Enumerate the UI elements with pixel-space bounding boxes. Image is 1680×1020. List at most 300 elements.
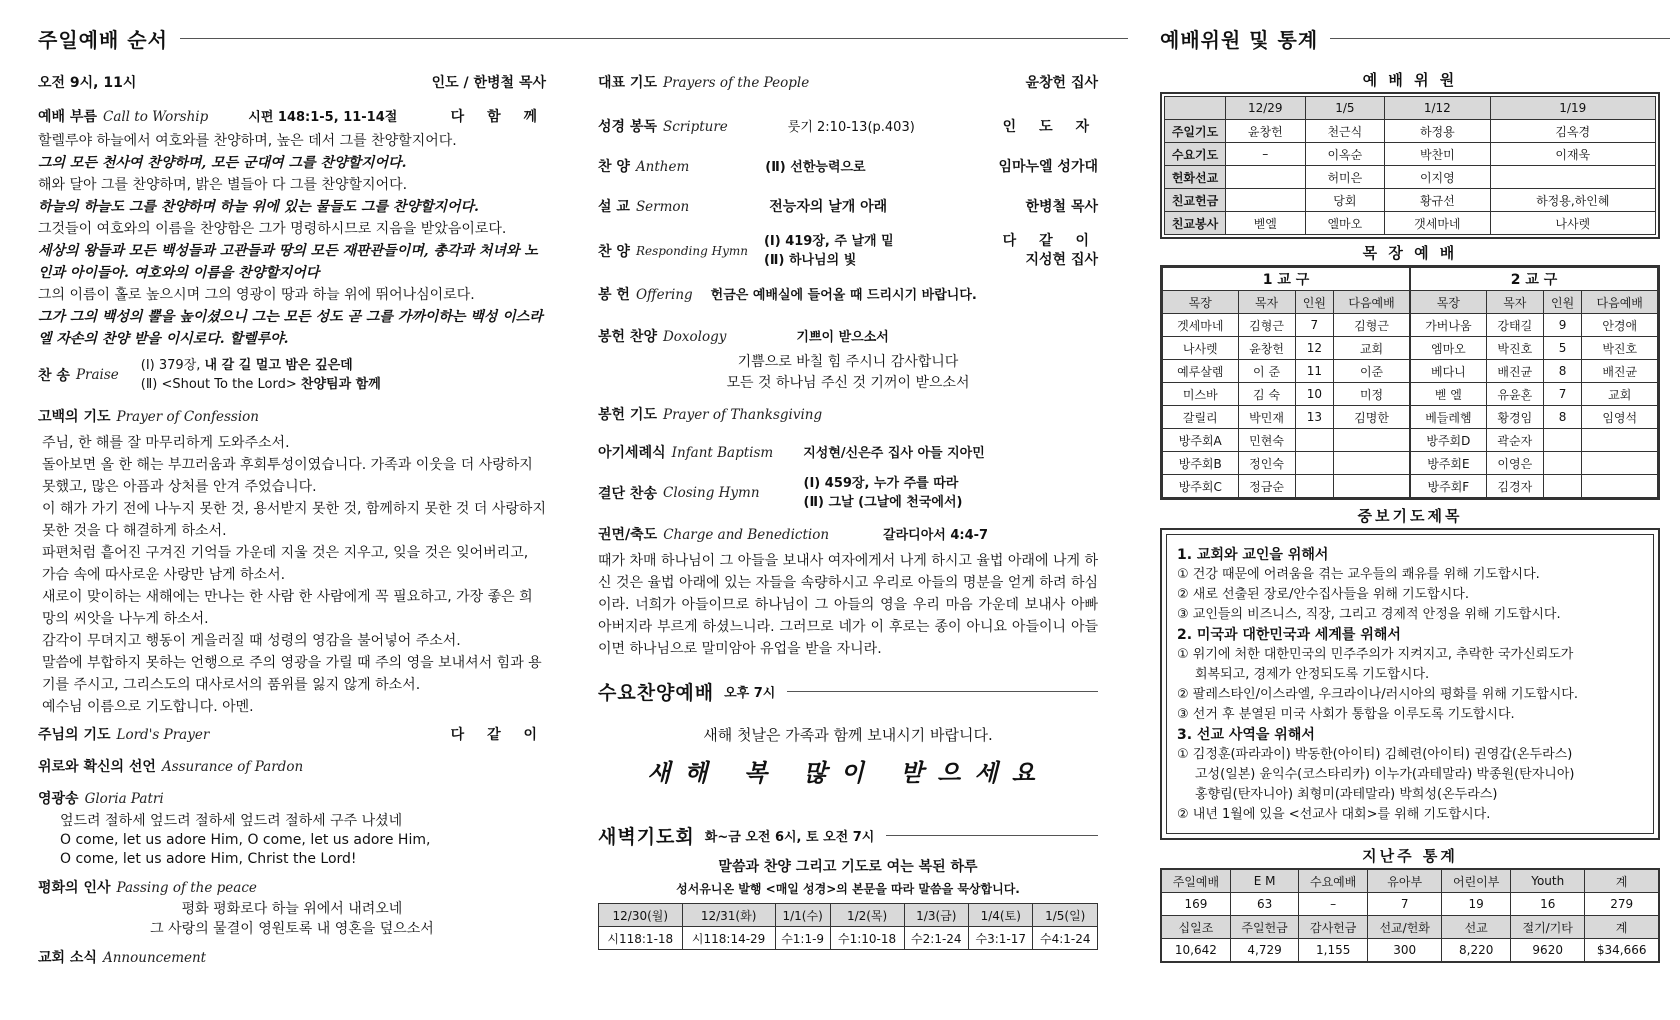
hymn-line: (Ⅰ) 459장, 누가 주를 따라 <box>803 476 959 491</box>
column-header: 인원 <box>1295 291 1334 314</box>
section-header-wednesday <box>598 674 1098 708</box>
committee-cell <box>1490 166 1655 189</box>
item-label: 아기세례식 <box>598 445 666 461</box>
sermon-row <box>598 196 1098 216</box>
pastor-cell: 김경자 <box>1486 475 1543 498</box>
stats-cell: 7 <box>1367 893 1441 916</box>
stats-cell: 4,729 <box>1230 939 1299 963</box>
column-header: 목자 <box>1486 291 1543 314</box>
column-header: 인원 <box>1543 291 1582 314</box>
closing-hymns <box>804 474 963 512</box>
stats-cell: 십일조 <box>1161 916 1230 939</box>
pastor-cell: 윤창헌 <box>1238 337 1295 360</box>
pastor-cell: 이준 <box>1334 360 1410 383</box>
stats-cell: 19 <box>1442 893 1511 916</box>
stats-cell: 16 <box>1510 893 1584 916</box>
stats-cell: $34,666 <box>1585 939 1659 963</box>
wednesday-title: 수요찬양예배 <box>598 681 715 704</box>
call-to-worship-row <box>38 106 546 126</box>
pastor-cell: 10 <box>1295 383 1334 406</box>
prayer-line: 2. 미국과 대한민국과 세계를 위해서 <box>1177 627 1401 643</box>
item-who: 인 도 자 <box>1002 119 1098 135</box>
pastor-cell: 유윤혼 <box>1486 383 1543 406</box>
pastor-cell: 7 <box>1295 314 1334 337</box>
prayer-paragraph: 감각이 무뎌지고 행동이 게을러질 때 성령의 영감을 불어넣어 주소서. <box>42 633 461 649</box>
pastor-cell: 13 <box>1295 406 1334 429</box>
pastor-cell: 갈릴리 <box>1163 406 1239 429</box>
pastor-cell <box>1295 429 1334 452</box>
date-cell: 1/3(금) <box>904 904 968 927</box>
item-english: Offering <box>635 287 693 303</box>
pastor-cell: 나사렛 <box>1163 337 1239 360</box>
doxology-lyrics <box>598 352 1098 394</box>
new-year-greeting: 새해 복 많이 받으세요 <box>647 758 1049 787</box>
prayer-paragraph: 돌아보면 올 한 해는 부끄러움과 후회투성이였습니다. 가족과 이웃을 더 사랑하지 못했고, 많은 아픔과 상처를 안겨 주었습니다. <box>42 457 533 495</box>
committee-cell: 허미은 <box>1305 166 1385 189</box>
pastor-cell: 미정 <box>1334 383 1410 406</box>
service-time: 오전 9시, 11시 <box>38 75 137 91</box>
reading-cell: 수1:10-18 <box>830 927 904 950</box>
gloria-lyrics <box>60 812 546 869</box>
item-label: 봉헌 기도 <box>598 407 657 423</box>
pastor-cell: 겟세마네 <box>1163 314 1239 337</box>
benediction-text: 때가 차매 하나님이 그 아들을 보내사 여자에게서 나게 하시고 율법 아래에 나게 하신 것은 율법 아래에 있는 자들을 속량하시고 우리로 아들의 명분을 얻게 하려 하심이라. 너희가 아들이므로 하나님이 그 아들의 영을 우리 마음 가운데 보내사 아빠 아버지라 부르게 하셨느니라. 그러므로 네가 이 후로는 종이 아니요 아들이니 아들이면 하나님으로 말미암아 유업을 받을 자니라. <box>598 553 1098 657</box>
committee-title: 예 배 위 원 <box>1362 71 1458 89</box>
stats-cell: Youth <box>1510 869 1584 893</box>
wednesday-note: 새해 첫날은 가족과 함께 보내시기 바랍니다. <box>703 726 993 744</box>
stats-cell: 9620 <box>1510 939 1584 963</box>
stats-title: 지난주 통계 <box>1362 847 1458 865</box>
prayer-line: ③ 선거 후 분열된 미국 사회가 통합을 이루도록 기도합시다. <box>1177 707 1515 722</box>
pastor-cell: 정인숙 <box>1238 452 1295 475</box>
pastor-cell: 가버나움 <box>1410 314 1486 337</box>
stats-table <box>1160 868 1660 963</box>
date-cell: 12/31(화) <box>682 904 775 927</box>
stats-cell: 279 <box>1585 893 1659 916</box>
item-label: 봉헌 찬양 <box>598 329 657 345</box>
table-row <box>1163 337 1658 360</box>
psalm-line: 그의 이름이 홀로 높으시며 그의 영광이 땅과 하늘 위에 뛰어나심이로다. <box>38 287 475 303</box>
pastor-cell: 12 <box>1295 337 1334 360</box>
pastor-cell <box>1582 429 1658 452</box>
pastor-cell: 벧 엘 <box>1410 383 1486 406</box>
lyric-line: O come, let us adore Him, Christ the Lord! <box>60 851 357 867</box>
committee-cell: 당회 <box>1305 189 1385 212</box>
date-cell: 1/5(일) <box>1033 904 1098 927</box>
doxology-title: 기쁘이 받으소서 <box>796 330 889 345</box>
committee-cell: 갯세마네 <box>1385 212 1490 235</box>
psalm-line: 해와 달아 그를 찬양하며, 밝은 별들아 다 그를 찬양할지어다. <box>38 177 408 193</box>
pastor-cell <box>1582 452 1658 475</box>
prayer-title: 중보기도제목 <box>1357 507 1463 525</box>
lyric-line: 엎드려 절하세 엎드려 절하세 엎드려 절하세 구주 나셨네 <box>60 813 403 829</box>
hymn-number: (Ⅱ) <Shout To the Lord> <box>140 377 297 392</box>
prayer-line: ② 팔레스타인/이스라엘, 우크라이나/러시아의 평화를 위해 기도합시다. <box>1177 687 1578 702</box>
lords-prayer-row <box>38 724 546 744</box>
date-cell: 12/30(월) <box>599 904 683 927</box>
wednesday-time: 오후 7시 <box>724 685 776 701</box>
stats-cell: 계 <box>1585 869 1659 893</box>
pastor-cell: 8 <box>1543 406 1582 429</box>
pastor-table <box>1162 267 1658 498</box>
prayer-line: 회복되고, 경제가 안정되도록 기도합시다. <box>1195 667 1430 682</box>
pastor-title: 목 장 예 배 <box>1362 244 1458 262</box>
item-who: 임마누엘 성가대 <box>998 159 1098 175</box>
hymn-line: (Ⅱ) 하나님의 빛 <box>763 253 857 268</box>
table-row <box>1163 429 1658 452</box>
column-header: 목장 <box>1163 291 1239 314</box>
date-header: 12/29 <box>1226 97 1306 120</box>
pastor-cell: 방주회C <box>1163 475 1239 498</box>
table-row <box>1163 452 1658 475</box>
committee-cell: 엘마오 <box>1305 212 1385 235</box>
table-row <box>1161 939 1659 963</box>
baptism-row <box>598 442 1098 462</box>
item-label: 주님의 기도 <box>38 727 111 743</box>
committee-cell: – <box>1226 143 1306 166</box>
stats-cell: E M <box>1230 869 1299 893</box>
district-1-header: 1 교 구 <box>1163 268 1410 291</box>
item-english: Lord's Prayer <box>116 727 210 743</box>
stats-cell: 주일헌금 <box>1230 916 1299 939</box>
doxology-row <box>598 326 1098 346</box>
peace-lyrics <box>38 899 546 939</box>
prayer-line: 고성(일본) 윤익수(코스타리카) 이누가(과테말라) 박종원(탄자니아) <box>1195 767 1575 782</box>
psalm-line: 세상의 왕들과 모든 백성들과 고관들과 땅의 모든 재판관들이며, 총각과 처녀와 노인과 아이들아. 여호와의 이름을 찬양할지어다 <box>38 243 538 281</box>
prayer-paragraph: 말씀에 부합하지 못하는 언행으로 주의 영광을 가릴 때 주의 영을 보내셔서 힘과 용기를 주시고, 그리스도의 대사로서의 품위를 잃지 않게 하소서. <box>42 655 542 693</box>
committee-table <box>1164 96 1656 235</box>
pastor-cell: 박진호 <box>1582 337 1658 360</box>
stats-cell: 유아부 <box>1367 869 1441 893</box>
item-english: Assurance of Pardon <box>161 759 304 775</box>
psalm-line: 그가 그의 백성의 뿔을 높이셨으니 그는 모든 성도 곧 그를 가까이하는 백성 이스라엘 자손의 찬양 받을 이시로다. 할렐루야. <box>38 309 543 347</box>
item-label: 설 교 <box>598 199 630 215</box>
prayer-box <box>1160 528 1660 840</box>
item-english: Closing Hymn <box>662 485 760 501</box>
item-label: 권면/축도 <box>598 527 658 543</box>
item-label: 평화의 인사 <box>38 880 111 896</box>
reading-cell: 시118:14-29 <box>682 927 775 950</box>
pastor-cell: 이영은 <box>1486 452 1543 475</box>
item-label: 찬 양 <box>598 244 630 260</box>
prayer-line: ① 건강 때문에 어려움을 겪는 교우들의 쾌유를 위해 기도합시다. <box>1177 567 1540 582</box>
table-row <box>1163 475 1658 498</box>
peace-row <box>38 877 546 897</box>
pastor-cell: 9 <box>1543 314 1582 337</box>
item-who: 한병철 목사 <box>1025 199 1098 215</box>
item-english: Scripture <box>662 119 728 135</box>
item-english: Praise <box>75 367 119 383</box>
confession-prayer <box>42 432 546 718</box>
header-rule <box>180 38 1128 39</box>
prayer-paragraph: 이 해가 가기 전에 나누지 못한 것, 용서받지 못한 것, 함께하지 못한 것 더 사랑하지 못한 것을 다 해결하게 하소서. <box>42 501 546 539</box>
table-row <box>599 927 1098 950</box>
pastor-cell <box>1543 452 1582 475</box>
corner-cell <box>1165 97 1226 120</box>
praise-hymns <box>141 356 381 394</box>
stats-cell: 감사헌금 <box>1299 916 1368 939</box>
item-english: Prayer of Confession <box>116 409 259 425</box>
stats-cell: 1,155 <box>1299 939 1368 963</box>
pastor-cell: 5 <box>1543 337 1582 360</box>
sermon-title: 전능자의 날개 아래 <box>769 199 888 215</box>
section-header-committee <box>1160 18 1670 58</box>
pastor-cell: 김 숙 <box>1238 383 1295 406</box>
item-english: Passing of the peace <box>116 880 257 896</box>
row-label: 친교봉사 <box>1165 212 1226 235</box>
prayer-line: ① 김정훈(파라과이) 박동한(아이티) 김혜련(아이티) 권영갑(온두라스) <box>1177 747 1573 762</box>
prayer-list <box>1166 534 1654 834</box>
row-label: 헌화선교 <box>1165 166 1226 189</box>
responding-hymn-row <box>598 232 1098 270</box>
psalm-line: 그것들이 여호와의 이름을 찬양함은 그가 명령하시므로 지음을 받았음이로다. <box>38 221 507 237</box>
committee-cell: 윤창헌 <box>1226 120 1306 143</box>
pastor-cell <box>1543 429 1582 452</box>
committee-cell: 김옥경 <box>1490 120 1655 143</box>
item-label: 찬 양 <box>598 159 630 175</box>
psalm-reading <box>38 130 546 350</box>
stats-cell: 10,642 <box>1161 939 1230 963</box>
header-rule <box>886 835 1098 836</box>
header-rule <box>1330 38 1670 39</box>
lyric-line: 기쁨으로 바칠 힘 주시니 감사합니다 <box>737 354 959 370</box>
responding-who <box>1003 232 1098 270</box>
date-header: 1/12 <box>1385 97 1490 120</box>
table-row <box>1165 212 1656 235</box>
item-label: 영광송 <box>38 791 79 807</box>
pastor-cell: 엠마오 <box>1410 337 1486 360</box>
dawn-title: 새벽기도회 <box>598 825 695 848</box>
table-header-row <box>1163 291 1658 314</box>
reading-cell: 시118:1-18 <box>599 927 683 950</box>
stats-cell: 63 <box>1230 893 1299 916</box>
stats-cell: 169 <box>1161 893 1230 916</box>
stats-cell: 8,220 <box>1442 939 1511 963</box>
row-label: 수요기도 <box>1165 143 1226 166</box>
prayer-line: 홍향림(탄자니아) 최형미(과테말라) 박희성(온두라스) <box>1195 787 1498 802</box>
pastor-box <box>1160 265 1660 500</box>
item-english: Infant Baptism <box>671 445 774 461</box>
lyric-line: O come, let us adore Him, O come, let us adore Him, <box>60 832 431 848</box>
stats-cell: 수요예배 <box>1299 869 1368 893</box>
prayer-paragraph: 파편처럼 흩어진 구겨진 기억들 가운데 지울 것은 지우고, 잊을 것은 잊어버리고, 가슴 속에 따사로운 사랑만 남게 하소서. <box>42 545 529 583</box>
confession-row <box>38 406 546 426</box>
scripture-ref: 룻기 2:10-13(p.403) <box>787 120 915 135</box>
pastor-cell: 강태길 <box>1486 314 1543 337</box>
responding-hymns <box>764 232 894 270</box>
item-english: Gloria Patri <box>84 791 164 807</box>
date-cell: 1/4(토) <box>969 904 1033 927</box>
pastor-cell <box>1334 429 1410 452</box>
table-row <box>1165 120 1656 143</box>
charge-row <box>598 524 1098 544</box>
committee-cell: 황규선 <box>1385 189 1490 212</box>
item-who: 다 같 이 <box>1002 233 1098 249</box>
item-english: Call to Worship <box>102 109 209 125</box>
pastor-cell <box>1295 475 1334 498</box>
committee-cell <box>1226 166 1306 189</box>
prayer-line: ② 내년 1월에 있을 <선교사 대회>를 위해 기도합시다. <box>1177 807 1491 822</box>
table-row <box>599 904 1098 927</box>
pastor-cell: 방주회D <box>1410 429 1486 452</box>
reading-cell: 수2:1-24 <box>904 927 968 950</box>
committee-cell: 벧엘 <box>1226 212 1306 235</box>
pastor-cell: 김명한 <box>1334 406 1410 429</box>
item-label: 고백의 기도 <box>38 409 111 425</box>
pastor-cell: 베다니 <box>1410 360 1486 383</box>
prayer-paragraph: 예수님 이름으로 기도합니다. 아멘. <box>42 699 254 715</box>
committee-cell: 나사렛 <box>1490 212 1655 235</box>
item-label: 봉 헌 <box>598 287 630 303</box>
offering-note: 헌금은 예배실에 들어올 때 드리시기 바랍니다. <box>710 288 977 303</box>
stats-cell: 선교 <box>1442 916 1511 939</box>
column-header: 목장 <box>1410 291 1486 314</box>
committee-cell: 이재욱 <box>1490 143 1655 166</box>
item-english: Doxology <box>662 329 727 345</box>
thanksgiving-row <box>598 404 1098 424</box>
reading-cell: 수4:1-24 <box>1033 927 1098 950</box>
gloria-row <box>38 788 546 808</box>
item-english: Anthem <box>635 159 690 175</box>
section-title: 주일예배 순서 <box>38 27 168 52</box>
worship-order-column <box>38 0 546 967</box>
stats-cell: 어린이부 <box>1442 869 1511 893</box>
pastor-cell: 안경애 <box>1582 314 1658 337</box>
pastor-cell <box>1334 452 1410 475</box>
row-label: 친교헌금 <box>1165 189 1226 212</box>
service-leader: 인도 / 한병철 목사 <box>431 75 546 91</box>
item-english: Prayers of the People <box>662 75 810 91</box>
district-2-header: 2 교 구 <box>1410 268 1658 291</box>
psalm-line: 그의 모든 천사여 찬양하며, 모든 군대여 그를 찬양할지어다. <box>38 155 407 171</box>
anthem-title: (Ⅱ) 선한능력으로 <box>765 160 866 175</box>
stats-cell: 300 <box>1367 939 1441 963</box>
announcement-row <box>38 947 546 967</box>
pastor-cell: 이 준 <box>1238 360 1295 383</box>
prayer-paragraph: 새로이 맞이하는 새해에는 만나는 한 사람 한 사람에게 꼭 필요하고, 가장 좋은 희망의 씨앗을 나누게 하소서. <box>42 589 533 627</box>
reading-cell: 수3:1-17 <box>969 927 1033 950</box>
item-label: 예배 부름 <box>38 109 97 125</box>
table-row <box>1163 383 1658 406</box>
dawn-subtitle-2: 성서유니온 발행 <매일 성경>의 본문을 따라 말씀을 묵상합니다. <box>676 882 1020 896</box>
column-header: 목자 <box>1238 291 1295 314</box>
praise-row <box>38 356 546 394</box>
committee-cell <box>1226 189 1306 212</box>
prayer-line: 1. 교회와 교인을 위해서 <box>1177 547 1329 563</box>
pastor-cell: 8 <box>1543 360 1582 383</box>
scripture-ref: 시편 148:1-5, 11-14절 <box>248 110 398 125</box>
hymn-title: 찬양팀과 함께 <box>300 377 381 392</box>
lyric-line: 그 사랑의 물결이 영원토록 내 영혼을 덮으소서 <box>150 921 434 937</box>
assurance-row <box>38 756 546 776</box>
table-header-row <box>1161 916 1659 939</box>
prayer-line: 3. 선교 사역을 위해서 <box>1177 727 1315 743</box>
column-header: 다음예배 <box>1582 291 1658 314</box>
psalm-line: 할렐루야 하늘에서 여호와를 찬양하며, 높은 데서 그를 찬양할지어다. <box>38 133 457 149</box>
item-label: 성경 봉독 <box>598 119 657 135</box>
rep-prayer-row <box>598 72 1098 92</box>
item-who: 지성현 집사 <box>1025 252 1098 268</box>
date-header: 1/19 <box>1490 97 1655 120</box>
pastor-cell: 7 <box>1543 383 1582 406</box>
pastor-cell: 황경임 <box>1486 406 1543 429</box>
item-english: Announcement <box>102 950 207 966</box>
stats-cell: – <box>1299 893 1368 916</box>
stats-cell: 절기/기타 <box>1510 916 1584 939</box>
pastor-cell: 박진호 <box>1486 337 1543 360</box>
committee-cell: 하정용 <box>1385 120 1490 143</box>
offering-row <box>598 284 1098 304</box>
dawn-schedule-table <box>598 903 1098 950</box>
pastor-cell: 베들레헴 <box>1410 406 1486 429</box>
prayer-line: ② 새로 선출된 장로/안수집사들을 위해 기도합시다. <box>1177 587 1469 602</box>
table-header-row <box>1165 97 1656 120</box>
item-english: Prayer of Thanksgiving <box>662 407 823 423</box>
psalm-line: 하늘의 하늘도 그를 찬양하며 하늘 위에 있는 물들도 그를 찬양할지어다. <box>38 199 479 215</box>
pastor-cell: 정금순 <box>1238 475 1295 498</box>
pastor-cell: 미스바 <box>1163 383 1239 406</box>
committee-cell: 천근식 <box>1305 120 1385 143</box>
table-row <box>1163 360 1658 383</box>
committee-box <box>1160 92 1660 239</box>
scripture-ref: 갈라디아서 4:4-7 <box>883 528 989 543</box>
pastor-cell: 11 <box>1295 360 1334 383</box>
table-header-row <box>1161 869 1659 893</box>
item-label: 대표 기도 <box>598 75 657 91</box>
table-row <box>1165 189 1656 212</box>
anthem-row <box>598 156 1098 176</box>
prayer-paragraph: 주님, 한 해를 잘 마무리하게 도와주소서. <box>42 435 290 451</box>
committee-cell: 이옥순 <box>1305 143 1385 166</box>
section-title: 예배위원 및 통계 <box>1160 27 1319 52</box>
worship-order-column-2 <box>598 58 1098 950</box>
committee-cell: 하정용,하인혜 <box>1490 189 1655 212</box>
dawn-time: 화~금 오전 6시, 토 오전 7시 <box>704 829 875 845</box>
table-row <box>1163 268 1658 291</box>
pastor-cell: 민현숙 <box>1238 429 1295 452</box>
pastor-cell <box>1543 475 1582 498</box>
hymn-line: (Ⅱ) 그날 (그날에 천국에서) <box>803 495 963 510</box>
committee-cell: 박찬미 <box>1385 143 1490 166</box>
hymn-line: (Ⅰ) 419장, 주 날개 밑 <box>763 234 894 249</box>
item-label: 교회 소식 <box>38 950 97 966</box>
item-label: 찬 송 <box>38 368 70 384</box>
pastor-cell: 김형근 <box>1334 314 1410 337</box>
date-cell: 1/2(목) <box>830 904 904 927</box>
section-header-worship <box>38 18 1128 58</box>
pastor-cell: 교회 <box>1334 337 1410 360</box>
table-row <box>1163 406 1658 429</box>
pastor-cell: 임영석 <box>1582 406 1658 429</box>
date-cell: 1/1(수) <box>775 904 830 927</box>
pastor-cell: 교회 <box>1582 383 1658 406</box>
item-english: Charge and Benediction <box>663 527 830 543</box>
prayer-line: ③ 교인들의 비즈니스, 직장, 그리고 경제적 안정을 위해 기도합시다. <box>1177 607 1561 622</box>
closing-hymn-row <box>598 474 1098 512</box>
lyric-line: 모든 것 하나님 주신 것 기꺼이 받으소서 <box>726 375 970 391</box>
pastor-cell: 방주회B <box>1163 452 1239 475</box>
reading-cell: 수1:1-9 <box>775 927 830 950</box>
baptism-who: 지성현/신은주 집사 아들 지아민 <box>803 446 985 461</box>
lyric-line: 평화 평화로다 하늘 위에서 내려오네 <box>181 901 403 917</box>
pastor-cell: 방주회F <box>1410 475 1486 498</box>
item-label: 위로와 확신의 선언 <box>38 759 156 775</box>
pastor-cell: 방주회E <box>1410 452 1486 475</box>
date-header: 1/5 <box>1305 97 1385 120</box>
table-row <box>1165 143 1656 166</box>
section-header-dawn <box>598 818 1098 852</box>
table-row <box>1163 314 1658 337</box>
